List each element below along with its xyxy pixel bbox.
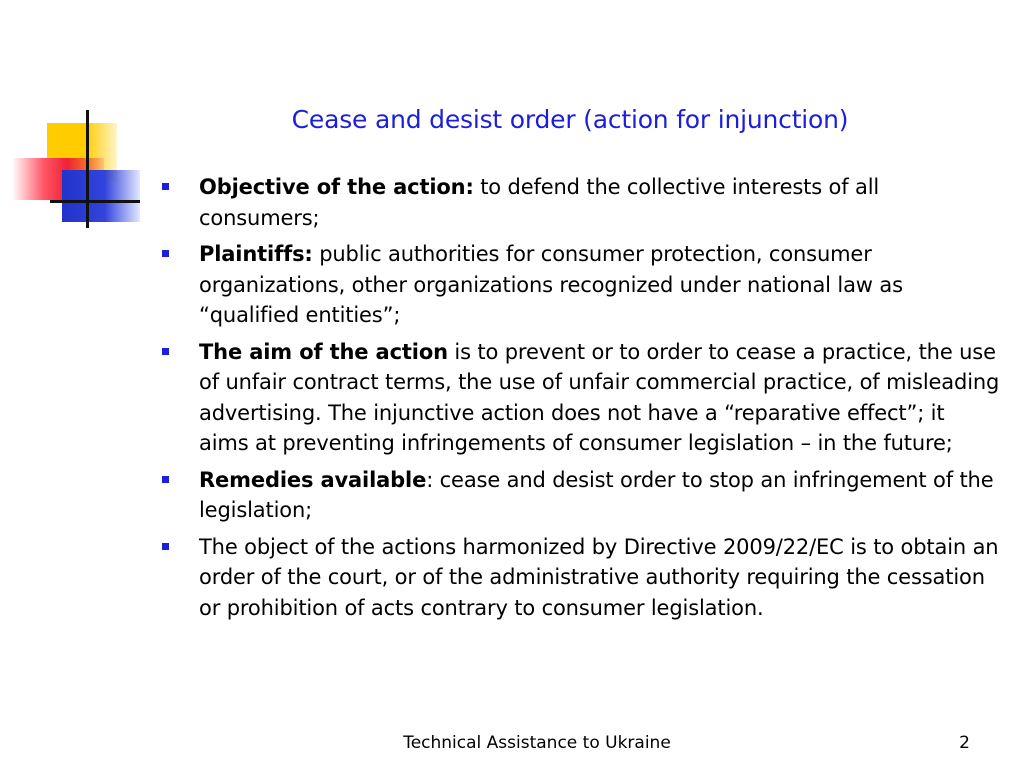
bullet-item-object xyxy=(160,532,1000,624)
bullet-text: : cease and desist order to stop an infringement of the legislation; xyxy=(199,467,994,522)
square-bullet-icon xyxy=(162,183,169,190)
bullet-text: to defend the collective interests of all consumers; xyxy=(199,175,880,230)
square-bullet-icon xyxy=(162,348,169,355)
decorative-logo-graphic xyxy=(0,0,160,240)
slide-title: Cease and desist order (action for injunction) xyxy=(291,105,849,134)
bullet-heading: Plaintiffs: xyxy=(199,242,313,266)
bullet-text: The object of the actions harmonized by Directive 2009/22/EC is to obtain an order of the court, or of the administrative authority requiring the cessation or prohibition of acts contrary to consumer legislation. xyxy=(199,534,999,620)
page-number: 2 xyxy=(959,733,970,753)
square-bullet-icon xyxy=(162,476,169,483)
bullet-heading: The aim of the action xyxy=(199,339,448,364)
bullet-text: public authorities for consumer protection, consumer organizations, other organizations recognized under national law as “qualified entities”; xyxy=(199,242,903,327)
bullet-text: is to prevent or to order to cease a practice, the use of unfair contract terms, the use of unfair commercial practice, of misleading advertising. The injunctive action does not have a “reparative effect”; it aims at preventing infringements of consumer legislation – in the future; xyxy=(199,339,1000,455)
slide-footer: Technical Assistance to Ukraine xyxy=(403,733,671,753)
vertical-line-shape xyxy=(86,110,89,228)
bullet-list xyxy=(160,172,1000,629)
bullet-item-objective xyxy=(160,172,1000,233)
square-bullet-icon xyxy=(162,543,169,550)
bullet-heading: Objective of the action: xyxy=(199,175,474,199)
bullet-heading: Remedies available xyxy=(199,467,427,492)
square-bullet-icon xyxy=(162,250,169,257)
bullet-item-remedies xyxy=(160,465,1000,526)
bullet-item-plaintiffs xyxy=(160,239,1000,331)
horizontal-line-shape xyxy=(50,200,140,203)
blue-square-shape xyxy=(62,170,140,222)
bullet-item-aim xyxy=(160,337,1000,459)
